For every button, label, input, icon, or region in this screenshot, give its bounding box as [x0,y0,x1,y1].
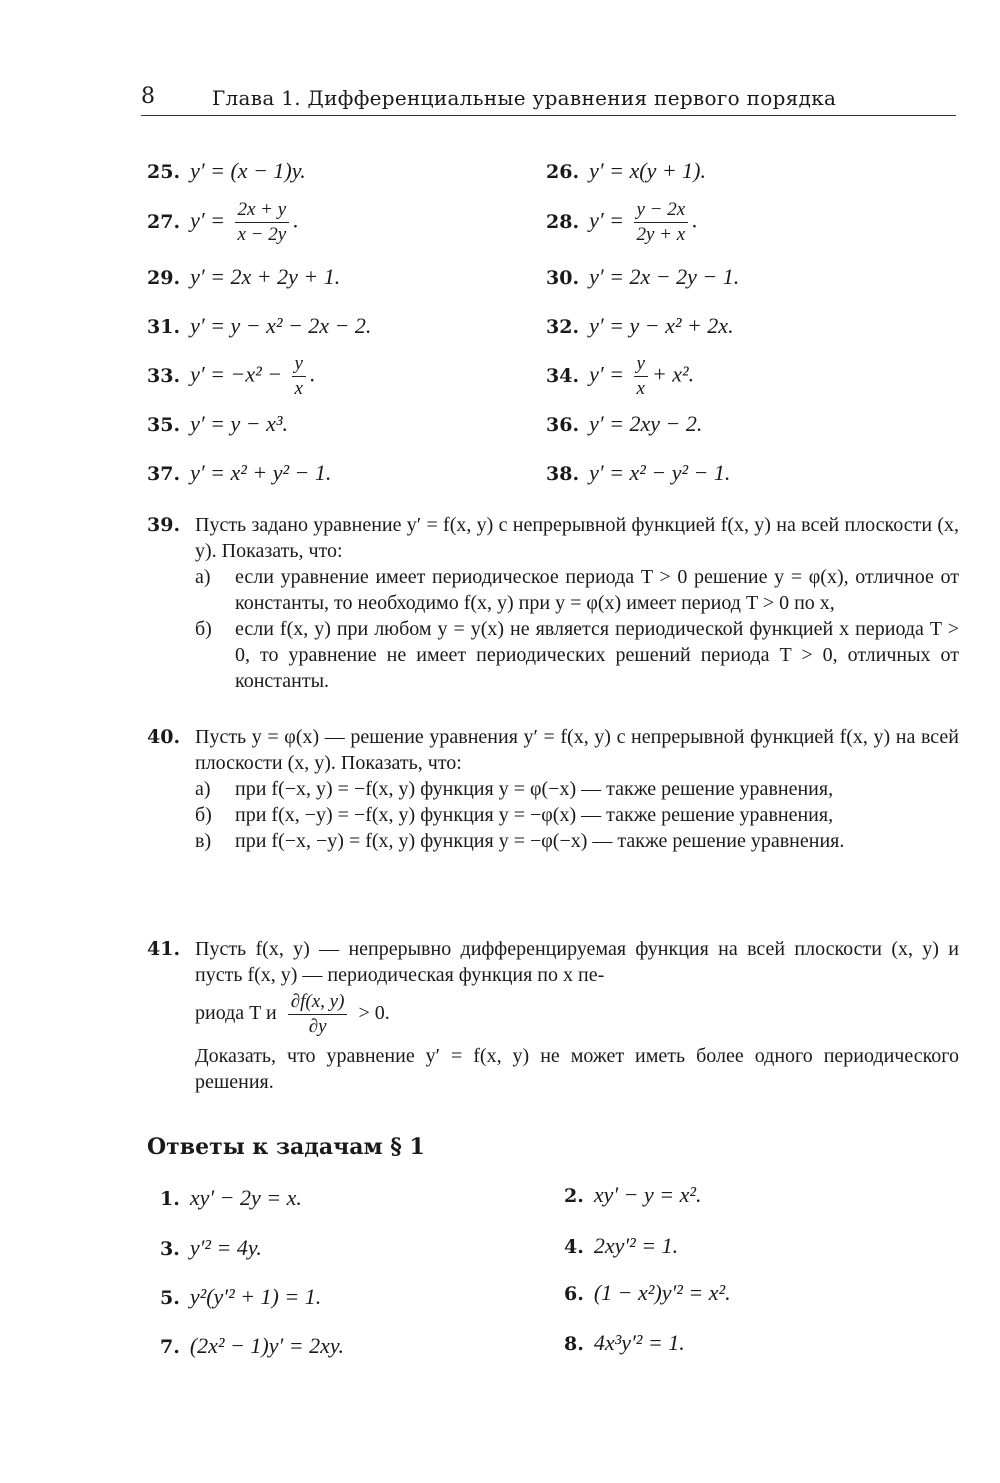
page-number: 8 [141,84,155,109]
exercise-33: 33. y′ = −x² − $\frac{y}{x}$ . [147,353,316,399]
exercise-35: 35. y′ = y − x³. [147,411,288,436]
problem-39-item-b: б) если f(x, y) при любом y = y(x) не является периодической функцией x периода T > 0, то уравнение не имеет периодических решений периода T > 0, отличных от константы. [195,618,959,692]
problem-41-conclusion: Доказать, что уравнение y′ = f(x, y) не может иметь более одного периодического решения. [195,1045,959,1093]
exercise-37: 37. y′ = x² + y² − 1. [147,460,332,485]
answer-1: 1. xy′ − 2y = x. [160,1185,302,1210]
exercise-34: 34. y′ = $\frac{y}{x}$ + x². [546,353,695,399]
problem-40-item-b: б) при f(x, −y) = −f(x, y) функция y = −φ(x) — также решение уравнения, [195,804,834,826]
running-header: Глава 1. Дифференциальные уравнения первого порядка [212,86,837,110]
answers-heading: Ответы к задачам § 1 [147,1134,425,1160]
answer-5: 5. y²(y′² + 1) = 1. [160,1284,322,1309]
problem-41-condition: риода T и $\frac{\partial f(x, y)}{\partial y}$ > 0. [195,991,390,1037]
exercise-26: 26. y′ = x(y + 1). [546,158,707,183]
problem-39-intro: Пусть задано уравнение y′ = f(x, y) с непрерывной функцией f(x, y) на всей плоскости (x, y). Показать, что: [195,514,959,562]
problem-40-item-a: а) при f(−x, y) = −f(x, y) функция y = φ(−x) — также решение уравнения, [195,778,834,800]
exercise-27: 27. y′ = $\frac{2x + y}{x - 2y}$ . [147,199,299,245]
problem-40: 40. Пусть y = φ(x) — решение уравнения y′ = f(x, y) с непрерывной функцией f(x, y) на всей плоскости (x, y). Показать, что: а) при f(−x, y) = −f(x, y) функция y = φ(−x) — также решение уравнения, б) при f(x, −y) = −f(x, y) функция y = −φ(x) — также решение уравнения, в) при f(−x, −y) = f(x, y) функция y = −φ(−x) — также решение уравнения. [147,726,959,852]
problem-40-intro: Пусть y = φ(x) — решение уравнения y′ = f(x, y) с непрерывной функцией f(x, y) на всей плоскости (x, y). Показать, что: [195,726,959,774]
exercise-29: 29. y′ = 2x + 2y + 1. [147,264,341,289]
problem-41-intro: Пусть f(x, y) — непрерывно дифференцируемая функция на всей плоскости (x, y) и пусть f(x, y) — периодическая функция по x пе- [195,938,959,986]
problem-39-item-a: а) если уравнение имеет периодическое периода T > 0 решение y = φ(x), отличное от константы, то необходимо f(x, y) при y = φ(x) имеет период T > 0 по x, [195,566,959,614]
exercise-38: 38. y′ = x² − y² − 1. [546,460,731,485]
answer-7: 7. (2x² − 1)y′ = 2xy. [160,1333,344,1358]
exercise-25: 25. y′ = (x − 1)y. [147,158,306,183]
exercise-28: 28. y′ = $\frac{y - 2x}{2y + x}$ . [546,199,698,245]
problem-40-item-c: в) при f(−x, −y) = f(x, y) функция y = −φ(−x) — также решение уравнения. [195,830,845,852]
problem-39: 39. Пусть задано уравнение y′ = f(x, y) с непрерывной функцией f(x, y) на всей плоскости (x, y). Показать, что: а) если уравнение имеет периодическое периода T > 0 решение y = φ(x), отличное от константы, то необходимо f(x, y) при y = φ(x) имеет период T > 0 по x, б) если f(x, y) при любом y = y(x) не является периодической функцией x периода T > 0, то уравнение не имеет периодических решений периода T > 0, отличных от константы. [147,514,959,692]
answer-8: 8. 4x³y′² = 1. [564,1330,685,1355]
header-rule [141,115,956,116]
exercise-36: 36. y′ = 2xy − 2. [546,411,703,436]
exercise-30: 30. y′ = 2x − 2y − 1. [546,264,740,289]
exercise-32: 32. y′ = y − x² + 2x. [546,313,734,338]
exercise-31: 31. y′ = y − x² − 2x − 2. [147,313,372,338]
answer-6: 6. (1 − x²)y′² = x². [564,1280,731,1305]
problem-41: 41. Пусть f(x, y) — непрерывно дифференцируемая функция на всей плоскости (x, y) и пусть f(x, y) — периодическая функция по x пе- риода T и $\frac{\partial f(x, y)}{\partial y}$ > 0. Доказать, что уравнение y′ = f(x, y) не может иметь более одного периодического решения. [147,938,959,1093]
answer-2: 2. xy′ − y = x². [564,1182,702,1207]
answer-3: 3. y′² = 4y. [160,1235,262,1260]
answer-4: 4. 2xy′² = 1. [564,1233,679,1258]
